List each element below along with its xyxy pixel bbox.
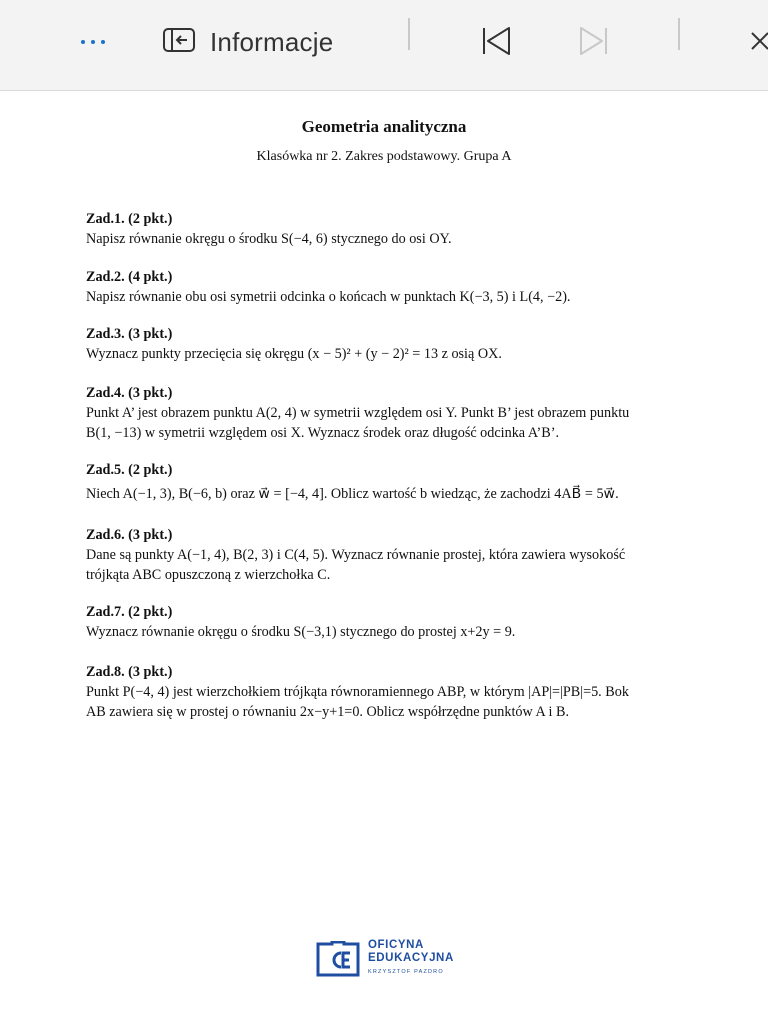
- more-dot-icon: [81, 40, 85, 44]
- task-heading: Zad.4. (3 pkt.): [86, 385, 173, 401]
- next-button[interactable]: [576, 24, 612, 62]
- more-options-button[interactable]: [74, 30, 112, 54]
- task-7: [86, 602, 696, 642]
- toolbar-divider: [678, 18, 680, 50]
- task-text: Napisz równanie obu osi symetrii odcinka o końcach w punktach K(−3, 5) i L(4, −2).: [86, 289, 571, 305]
- task-4: [86, 383, 696, 443]
- oe-logo-icon: [316, 941, 360, 977]
- logo-line-1: OFICYNA: [368, 939, 424, 951]
- task-8: [86, 662, 696, 722]
- close-icon: [746, 24, 768, 63]
- task-heading: Zad.8. (3 pkt.): [86, 664, 173, 680]
- task-text: Punkt P(−4, 4) jest wierzchołkiem trójkąta równoramiennego ABP, w którym |AP|=|PB|=5. Bok: [86, 684, 629, 700]
- more-dot-icon: [101, 40, 105, 44]
- task-heading: Zad.6. (3 pkt.): [86, 527, 173, 543]
- task-text: trójkąta ABC opuszczoną z wierzchołka C.: [86, 567, 331, 583]
- task-heading: Zad.7. (2 pkt.): [86, 604, 173, 620]
- panel-back-icon: [162, 27, 196, 58]
- info-label: Informacje: [210, 26, 334, 57]
- more-dot-icon: [91, 40, 95, 44]
- info-button[interactable]: [162, 22, 333, 62]
- toolbar: [0, 0, 768, 91]
- task-3: [86, 324, 696, 364]
- page-title: Geometria analityczna: [301, 117, 467, 136]
- previous-button[interactable]: [478, 24, 514, 62]
- task-1: [86, 209, 696, 249]
- task-text: Punkt A’ jest obrazem punktu A(2, 4) w symetrii względem osi Y. Punkt B’ jest obrazem punktu: [86, 405, 630, 421]
- task-6: [86, 525, 696, 585]
- task-text: Napisz równanie okręgu o środku S(−4, 6) stycznego do osi OY.: [86, 231, 452, 247]
- task-heading: Zad.3. (3 pkt.): [86, 326, 173, 342]
- task-text: B(1, −13) w symetrii względem osi X. Wyznacz środek oraz długość odcinka A’B’.: [86, 425, 559, 441]
- task-heading: Zad.2. (4 pkt.): [86, 269, 173, 285]
- task-heading: Zad.5. (2 pkt.): [86, 462, 173, 478]
- page-subtitle: Klasówka nr 2. Zakres podstawowy. Grupa A: [256, 149, 512, 164]
- skip-previous-icon: [479, 24, 513, 63]
- task-text: AB zawiera się w prostej o równaniu 2x−y+1=0. Oblicz współrzędne punktów A i B.: [86, 704, 570, 720]
- logo-subtitle: KRZYSZTOF PAZDRO: [368, 969, 444, 975]
- task-heading: Zad.1. (2 pkt.): [86, 211, 173, 227]
- task-text: Niech A(−1, 3), B(−6, b) oraz w⃗ = [−4, 4]. Oblicz wartość b wiedząc, że zachodzi 4AB⃗ = 5w⃗.: [86, 486, 619, 502]
- document-page: [0, 91, 768, 1024]
- toolbar-divider: [408, 18, 410, 50]
- close-button[interactable]: [746, 24, 768, 62]
- task-5: [86, 460, 696, 504]
- logo-line-2: EDUKACYJNA: [368, 952, 454, 964]
- task-text: Wyznacz punkty przecięcia się okręgu (x − 5)² + (y − 2)² = 13 z osią OX.: [86, 346, 502, 362]
- publisher-logo: [316, 939, 476, 983]
- task-text: Wyznacz równanie okręgu o środku S(−3,1) stycznego do prostej x+2y = 9.: [86, 624, 516, 640]
- task-text: Dane są punkty A(−1, 4), B(2, 3) i C(4, 5). Wyznacz równanie prostej, która zawiera wysokość: [86, 547, 626, 563]
- skip-next-icon: [577, 24, 611, 63]
- task-2: [86, 267, 696, 307]
